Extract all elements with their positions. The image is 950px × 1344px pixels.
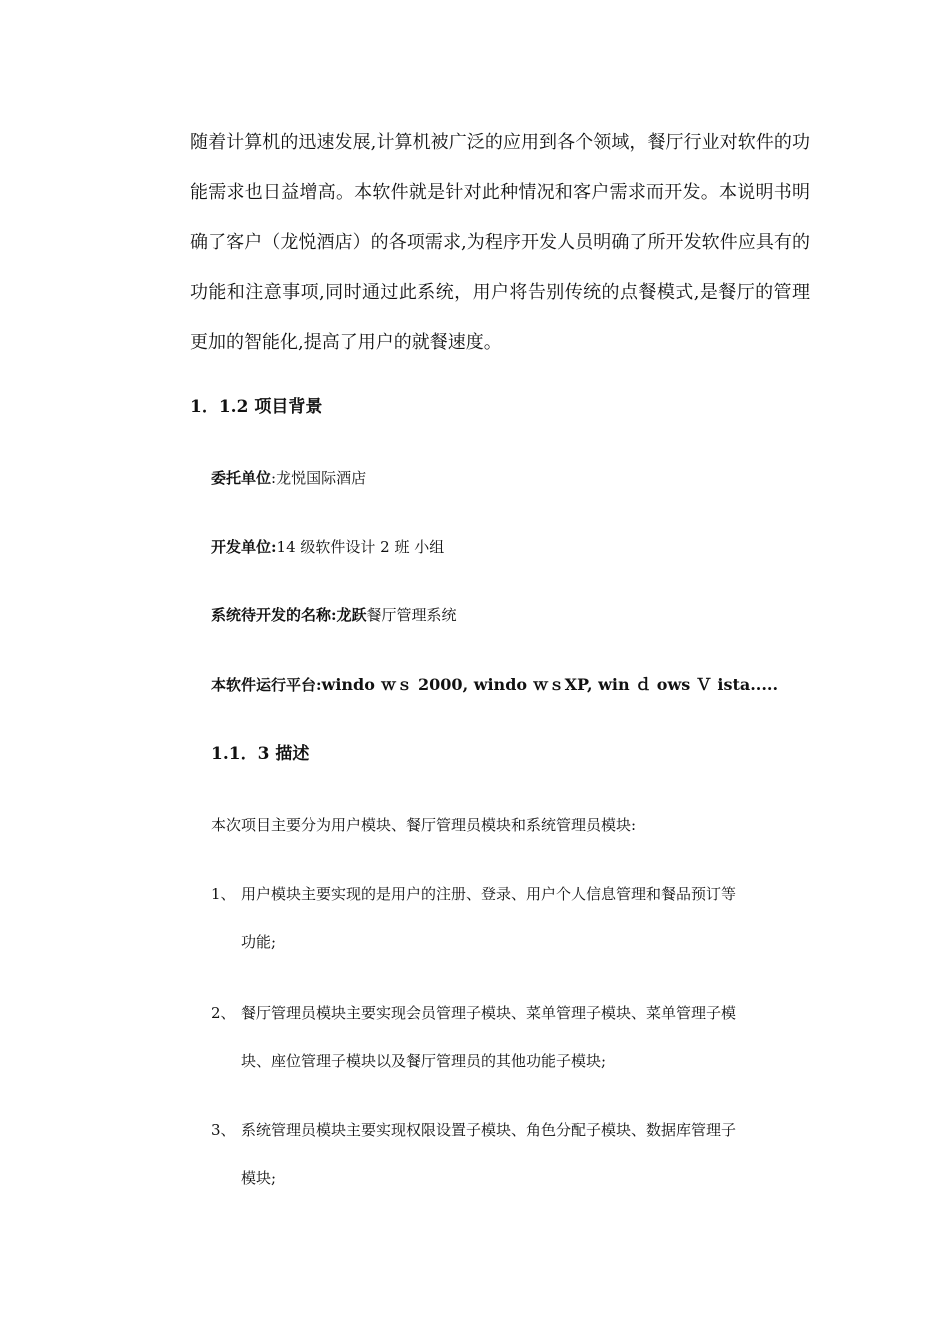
list-item [211, 1118, 807, 1190]
section-title-background: 1．1.2 项目背景 [190, 397, 323, 417]
list-item [211, 882, 807, 954]
developer-value: 14 级软件设计 2 班 小组 [276, 538, 445, 556]
intro-paragraph: 随着计算机的迅速发展,计算机被广泛的应用到各个领域，餐厅行业对软件的功能需求也日益增高。本软件就是针对此种情况和客户需求而开发。本说明书明确了客户（龙悦酒店）的各项需求,为程序开发人员明确了所开发软件应具有的功能和注意事项,同时通过此系统，用户将告别传统的点餐模式,是餐厅的管理更加的智能化,提高了用户的就餐速度。 [190, 132, 810, 353]
list-item-text-continued: 模块; [241, 1169, 277, 1187]
platform-value: windo ｗｓ 2000, windo ｗｓXP, win ｄ ows Ｖ ista..... [321, 675, 779, 694]
system-name-field [211, 603, 457, 627]
platform-label: 本软件运行平台: [211, 676, 322, 694]
list-item-number: 2、 [211, 1004, 236, 1022]
list-item-number: 1、 [211, 885, 236, 903]
list-item-text: 用户模块主要实现的是用户的注册、登录、用户个人信息管理和餐品预订等 [241, 885, 737, 903]
list-item [211, 1001, 807, 1073]
list-item-text: 系统管理员模块主要实现权限设置子模块、角色分配子模块、数据库管理子 [241, 1121, 737, 1139]
client-label: 委托单位 [211, 469, 272, 487]
list-item-text-continued: 块、座位管理子模块以及餐厅管理员的其他功能子模块; [241, 1052, 607, 1070]
section-title-description: 1.1．3 描述 [211, 744, 310, 764]
client-value: :龙悦国际酒店 [271, 469, 367, 487]
system-name-label: 系统待开发的名称:龙跃 [211, 606, 367, 624]
list-item-number: 3、 [211, 1121, 236, 1139]
client-field [211, 466, 366, 490]
developer-field [211, 535, 444, 559]
developer-label: 开发单位: [211, 538, 277, 556]
list-item-text: 餐厅管理员模块主要实现会员管理子模块、菜单管理子模块、菜单管理子模 [241, 1004, 737, 1022]
description-intro: 本次项目主要分为用户模块、餐厅管理员模块和系统管理员模块: [211, 816, 637, 834]
system-name-value: 餐厅管理系统 [366, 606, 457, 624]
platform-field [211, 673, 778, 697]
list-item-text-continued: 功能; [241, 933, 277, 951]
